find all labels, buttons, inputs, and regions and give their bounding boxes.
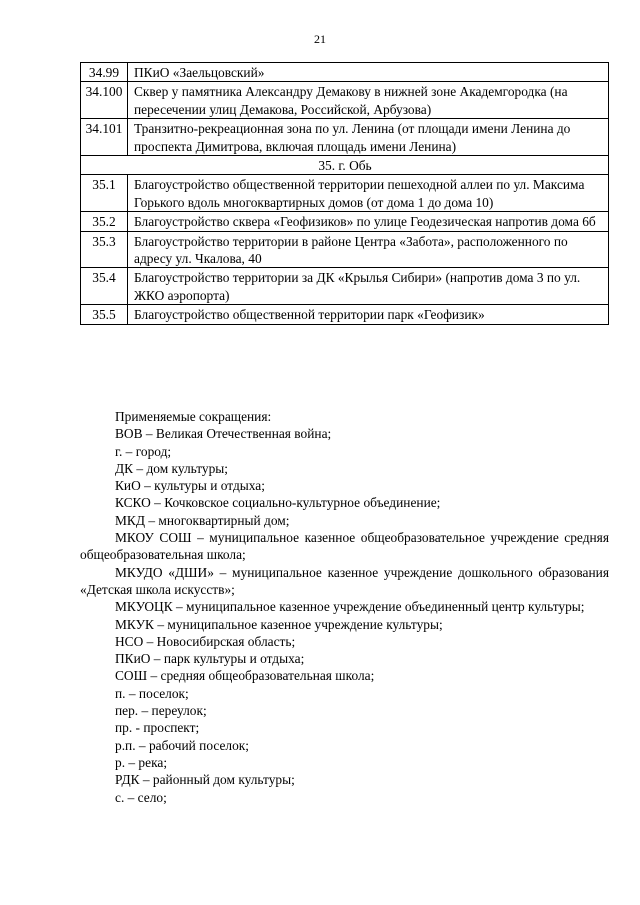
table-row — [81, 63, 609, 82]
table-row — [81, 231, 609, 268]
table-row — [81, 175, 609, 212]
row-text: Благоустройство территории за ДК «Крылья Сибири» (напротив дома 3 по ул. ЖКО аэропорта) — [128, 268, 609, 305]
abbreviation-item: КиО – культуры и отдыха; — [115, 478, 265, 494]
row-text: ПКиО «Заельцовский» — [128, 63, 609, 82]
territories-table — [80, 62, 609, 325]
abbreviation-item: ДК – дом культуры; — [115, 460, 229, 476]
abbreviations-section — [80, 408, 609, 806]
table-row — [81, 305, 609, 324]
row-text: Благоустройство сквера «Геофизиков» по улице Геодезическая напротив дома 6б — [128, 212, 609, 231]
section-title: 35. г. Обь — [81, 156, 609, 175]
table-row — [81, 119, 609, 156]
abbreviation-item: с. – село; — [115, 789, 167, 805]
abbreviation-item: КСКО – Кочковское социально-культурное объединение; — [115, 495, 441, 511]
abbreviation-item: ВОВ – Великая Отечественная война; — [115, 426, 332, 442]
row-number: 35.5 — [81, 305, 128, 324]
row-text: Сквер у памятника Александру Демакову в нижней зоне Академгородка (на пересечении улиц Демакова, Российской, Арбузова) — [128, 82, 609, 119]
abbreviation-item: РДК – районный дом культуры; — [115, 772, 295, 788]
row-number: 34.100 — [81, 82, 128, 119]
table-row — [81, 268, 609, 305]
section-row — [81, 156, 609, 175]
row-text: Благоустройство общественной территории парк «Геофизик» — [128, 305, 609, 324]
abbreviation-item: г. – город; — [115, 443, 172, 459]
abbreviation-item: МКУОЦК – муниципальное казенное учреждение объединенный центр культуры; — [115, 599, 585, 615]
row-text: Благоустройство общественной территории пешеходной аллеи по ул. Максима Горького вдоль многоквартирных домов (от дома 1 до дома 10) — [128, 175, 609, 212]
abbreviation-item: р.п. – рабочий поселок; — [115, 737, 250, 753]
abbreviation-item: МКУДО «ДШИ» – муниципальное казенное учреждение дошкольного образования «Детская школа искусств»; — [80, 564, 609, 597]
abbreviation-item: п. – поселок; — [115, 685, 189, 701]
abbreviation-item: МКД – многоквартирный дом; — [115, 512, 290, 528]
row-text: Транзитно-рекреационная зона по ул. Ленина (от площади имени Ленина до проспекта Димитрова, включая площадь имени Ленина) — [128, 119, 609, 156]
row-number: 34.101 — [81, 119, 128, 156]
row-text: Благоустройство территории в районе Центра «Забота», расположенного по адресу ул. Чкалова, 40 — [128, 231, 609, 268]
abbreviation-item: пер. – переулок; — [115, 703, 207, 719]
abbreviation-item: ПКиО – парк культуры и отдыха; — [115, 651, 305, 667]
abbreviation-item: р. – река; — [115, 754, 168, 770]
table-row — [81, 212, 609, 231]
row-number: 35.4 — [81, 268, 128, 305]
abbreviation-item: МКУК – муниципальное казенное учреждение культуры; — [115, 616, 443, 632]
abbreviation-item: НСО – Новосибирская область; — [115, 633, 296, 649]
row-number: 35.3 — [81, 231, 128, 268]
table-row — [81, 82, 609, 119]
row-number: 35.2 — [81, 212, 128, 231]
abbreviations-heading: Применяемые сокращения: — [115, 409, 272, 424]
row-number: 34.99 — [81, 63, 128, 82]
abbreviation-item: СОШ – средняя общеобразовательная школа; — [115, 668, 375, 684]
row-number: 35.1 — [81, 175, 128, 212]
abbreviation-item: МКОУ СОШ – муниципальное казенное общеобразовательное учреждение средняя общеобразовательная школа; — [80, 530, 609, 563]
abbreviation-item: пр. - проспект; — [115, 720, 200, 736]
page-number: 21 — [314, 32, 326, 46]
